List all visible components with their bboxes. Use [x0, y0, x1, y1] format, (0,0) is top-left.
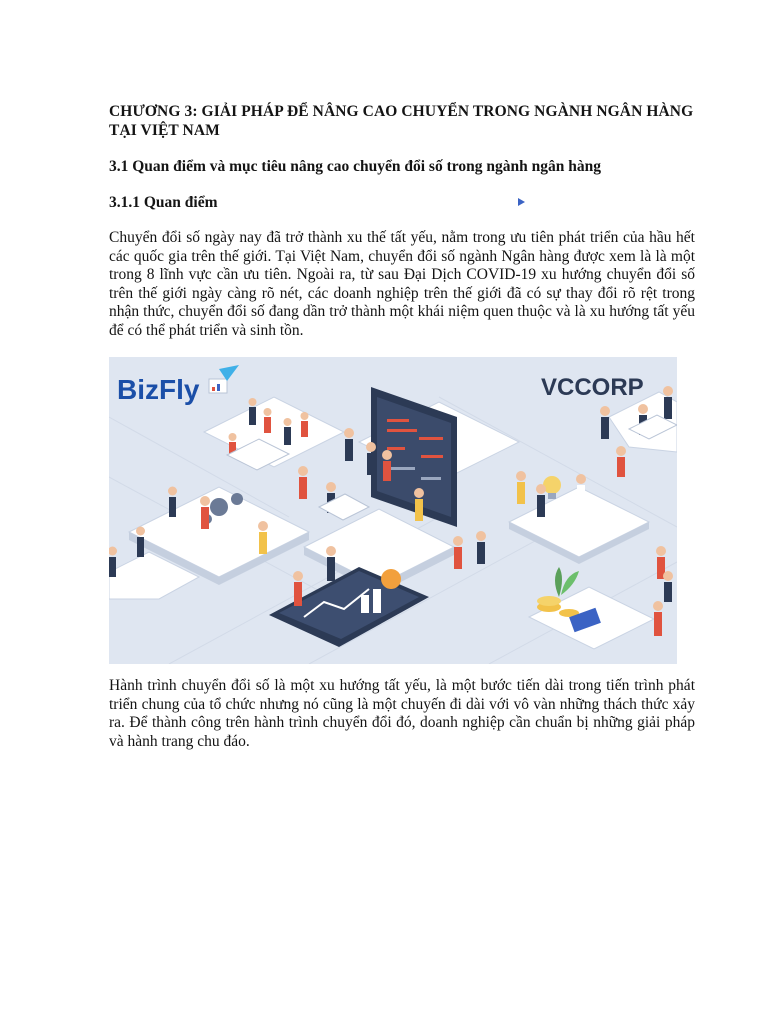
bizfly-logo-text: BizFly [117, 374, 200, 405]
section-title: 3.1 Quan điểm và mục tiêu nâng cao chuyển đổi số trong ngành ngân hàng [109, 158, 601, 175]
chapter-title: CHƯƠNG 3: GIẢI PHÁP ĐỂ NÂNG CAO CHUYỂN TRONG NGÀNH NGÂN HÀNG TẠI VIỆT NAM [109, 103, 694, 139]
digital-transformation-illustration [109, 357, 677, 664]
vccorp-logo [541, 374, 644, 401]
paragraph-journey: Hành trình chuyển đổi số là một xu hướng tất yếu, là một bước tiến dài trong tiến trình phát triển chung của tổ chức nhưng nó cũng là một chuyến đi dài với vô vàn những thách thức xảy ra. Để thành công trên hành trình chuyển đổi đó, doanh nghiệp cần chuẩn bị những giải pháp và hành trang chu đáo. [109, 677, 695, 750]
vccorp-logo-text: VCCORP [541, 374, 644, 401]
subsection-title: 3.1.1 Quan điểm [109, 194, 218, 211]
paragraph-intro: Chuyển đổi số ngày nay đã trở thành xu thế tất yếu, nằm trong ưu tiên phát triển của hầu hết các quốc gia trên thế giới. Tại Việt Nam, chuyển đổi số ngành Ngân hàng được xem là là một trong 8 lĩnh vực cần ưu tiên. Ngoài ra, từ sau Đại Dịch COVID-19 xu hướng chuyển đổi số trên thế giới ngày càng rõ nét, các doanh nghiệp trên thế giới đã có sự thay đổi rõ rệt trong nhận thức, chuyển đổi số đang dần trở thành một khái niệm quen thuộc và là xu hướng tất yếu để có thể phát triển và sinh tồn. [109, 229, 695, 339]
play-arrow-icon [518, 198, 525, 206]
